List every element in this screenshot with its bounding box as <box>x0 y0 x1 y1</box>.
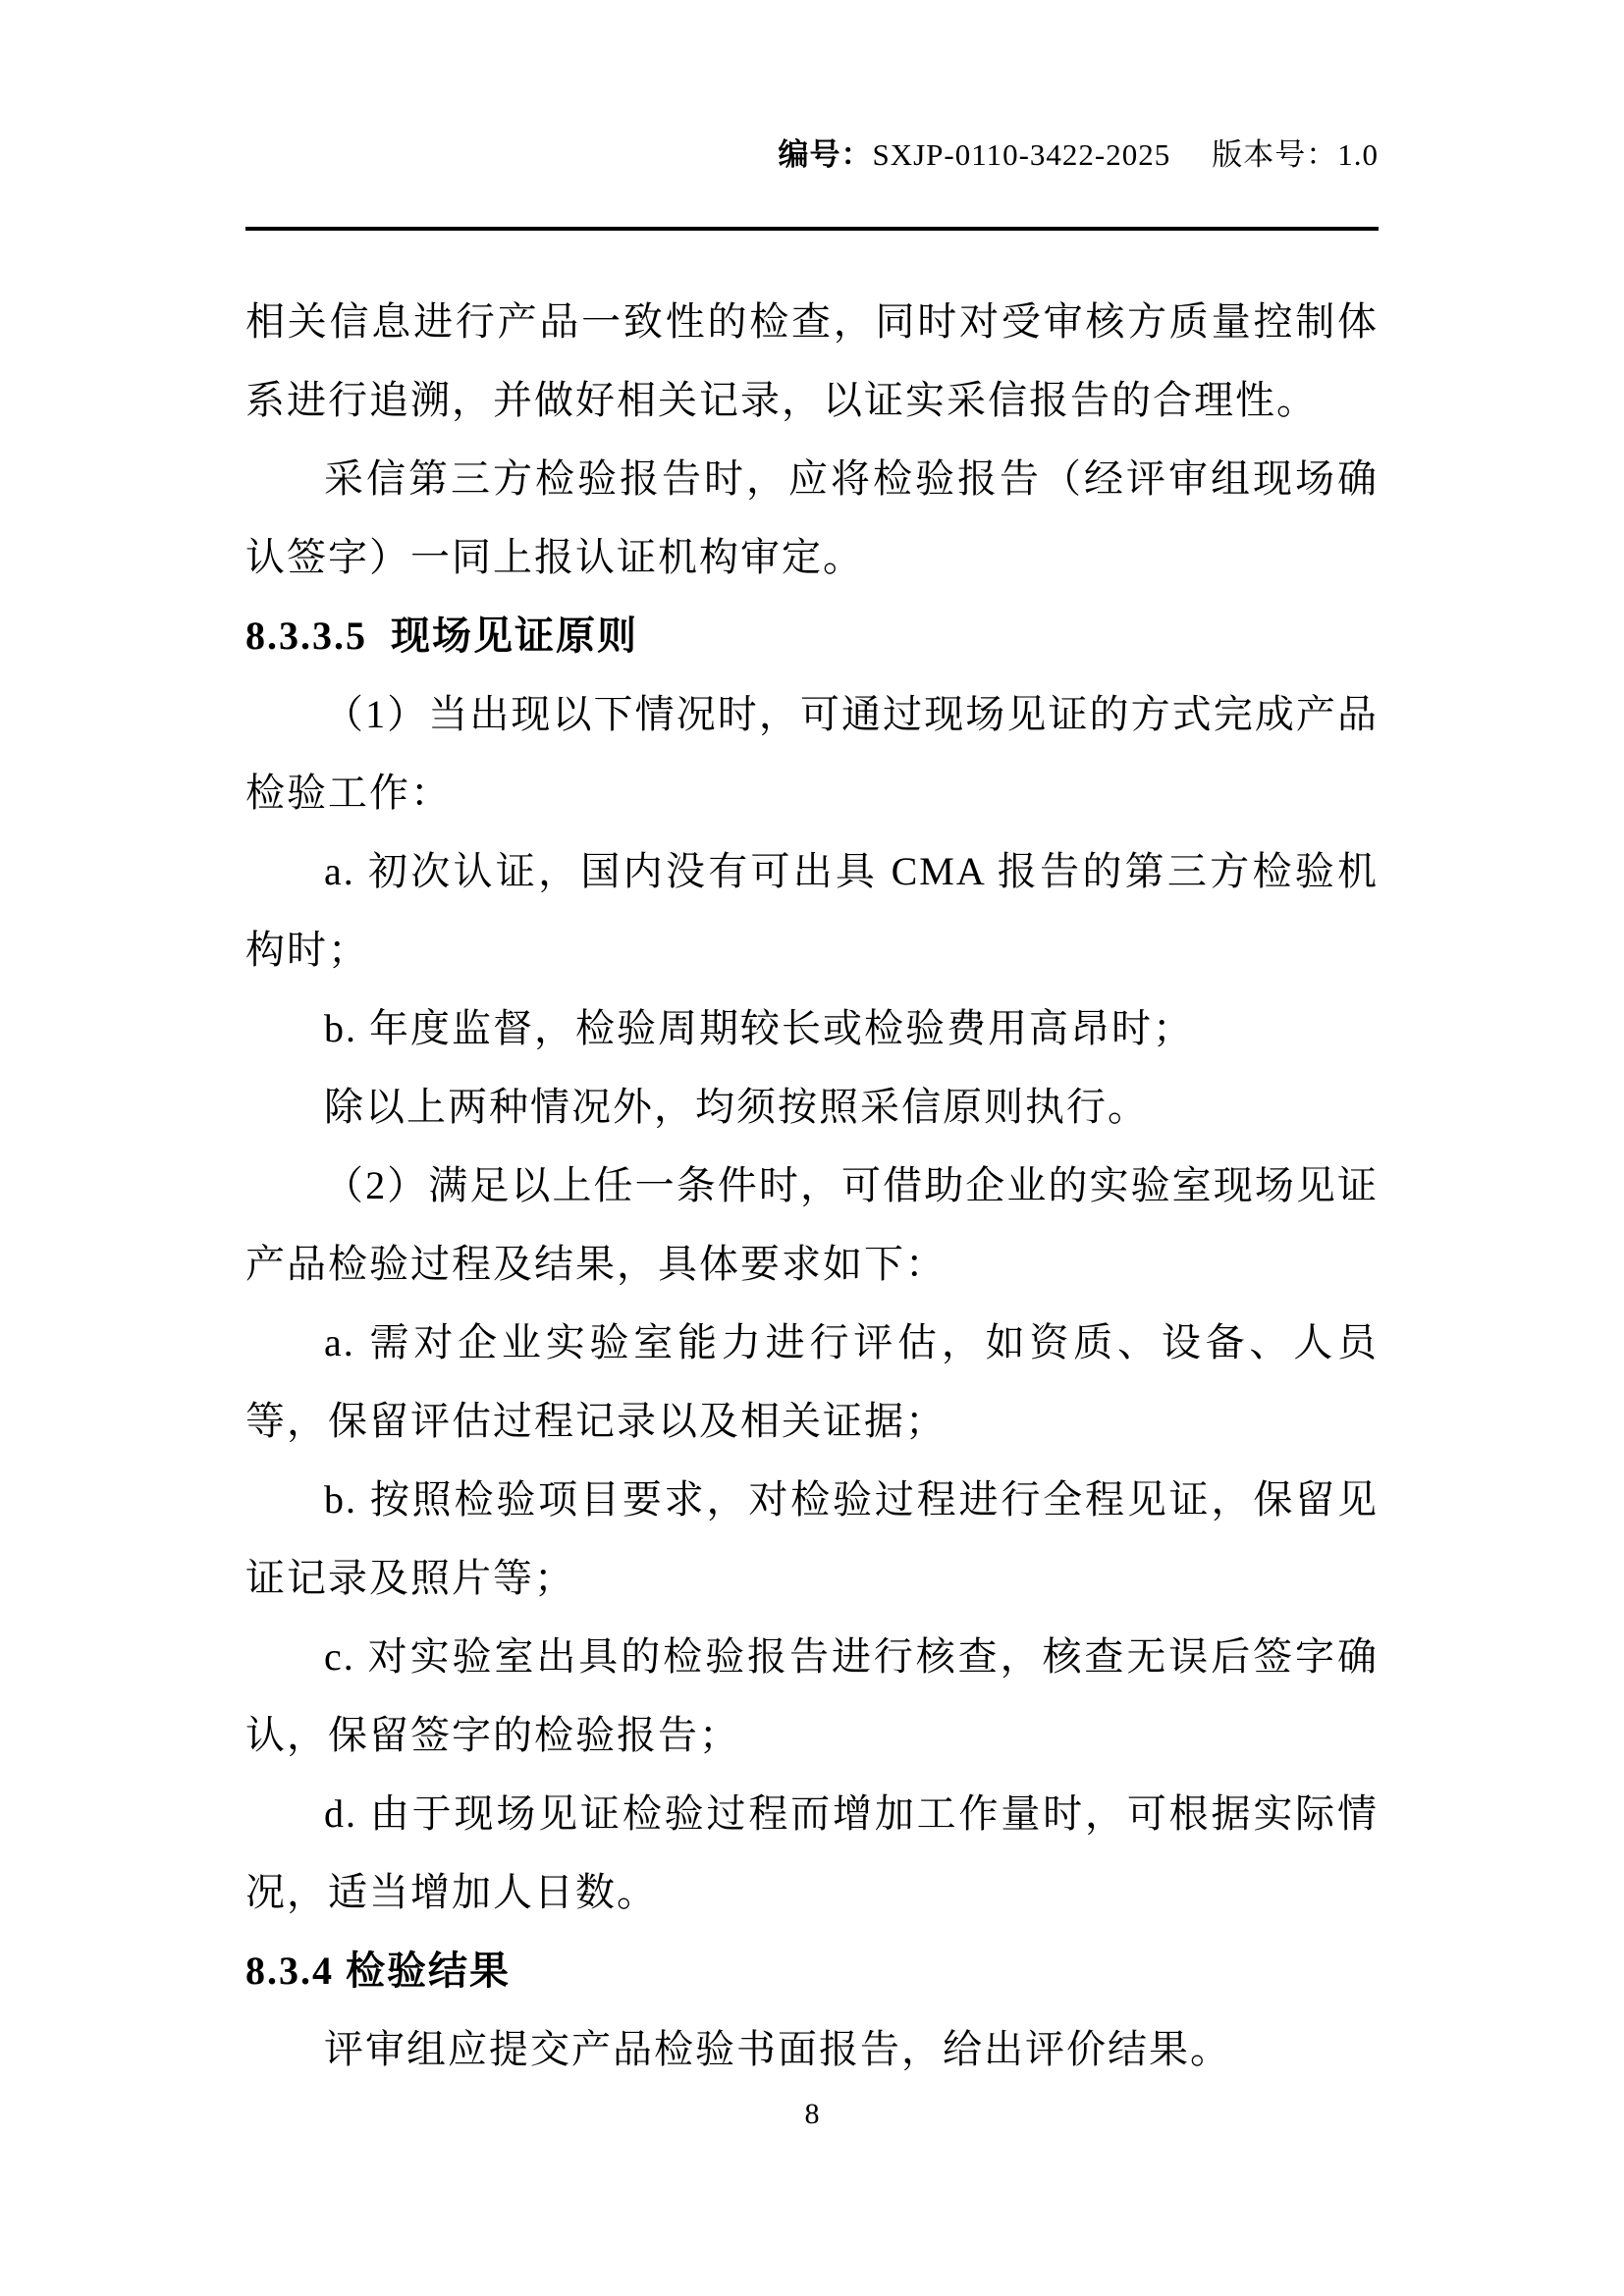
paragraph: 除以上两种情况外，均须按照采信原则执行。 <box>324 1085 1149 1129</box>
doc-number: SXJP-0110-3422-2025 <box>872 137 1171 172</box>
paragraph: 评审组应提交产品检验书面报告，给出评价结果。 <box>324 2027 1231 2071</box>
section-heading: 8.3.3.5 现场见证原则 <box>245 614 638 658</box>
page-header <box>245 0 1379 231</box>
page-footer <box>0 2098 1624 2131</box>
list-item: d. 由于现场见证检验过程而增加工作量时，可根据实际情况，适当增加人日数。 <box>245 1791 1379 1914</box>
document-body <box>245 283 1379 2089</box>
section-heading: 8.3.4 检验结果 <box>245 1949 511 1993</box>
doc-number-label: 编号： <box>778 137 873 172</box>
paragraph: （1）当出现以下情况时，可通过现场见证的方式完成产品检验工作： <box>245 692 1379 815</box>
paragraph: 相关信息进行产品一致性的检查，同时对受审核方质量控制体系进行追溯，并做好相关记录，以证实采信报告的合理性。 <box>245 299 1379 422</box>
version-number: 1.0 <box>1337 137 1379 172</box>
version-label: 版本号： <box>1212 137 1338 172</box>
list-item: c. 对实验室出具的检验报告进行核查，核查无误后签字确认，保留签字的检验报告； <box>245 1634 1379 1757</box>
paragraph: 采信第三方检验报告时，应将检验报告（经评审组现场确认签字）一同上报认证机构审定。 <box>245 456 1379 579</box>
list-item: a. 初次认证，国内没有可出具 CMA 报告的第三方检验机构时； <box>245 849 1379 972</box>
list-item: a. 需对企业实验室能力进行评估，如资质、设备、人员等，保留评估过程记录以及相关证据； <box>245 1320 1379 1443</box>
paragraph: （2）满足以上任一条件时，可借助企业的实验室现场见证产品检验过程及结果，具体要求如下： <box>245 1163 1379 1286</box>
list-item: b. 按照检验项目要求，对检验过程进行全程见证，保留见证记录及照片等； <box>245 1477 1379 1600</box>
list-item: b. 年度监督，检验周期较长或检验费用高昂时； <box>324 1006 1194 1050</box>
page-number: 8 <box>804 2098 820 2130</box>
